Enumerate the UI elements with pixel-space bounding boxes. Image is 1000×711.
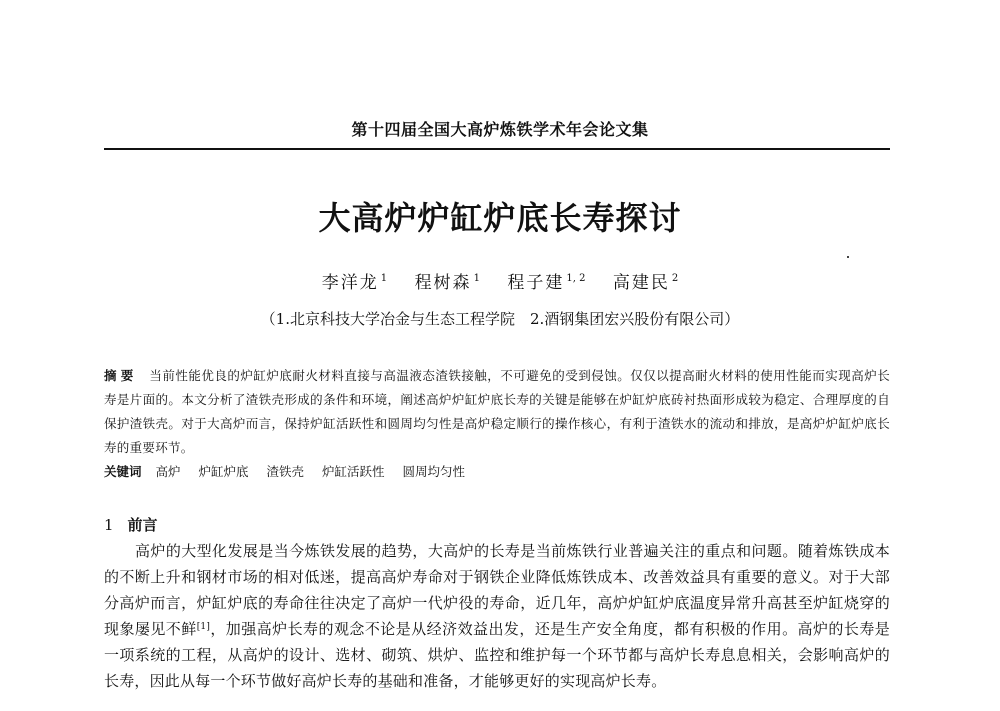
author-affil-mark: 1 (380, 273, 388, 285)
section-heading (104, 514, 158, 535)
author-name: 李洋龙 (321, 273, 379, 293)
keyword: 炉缸炉底 (198, 464, 249, 479)
keyword: 炉缸活跃性 (322, 464, 385, 479)
affiliations: （1.北京科技大学冶金与生态工程学院 2.酒钢集团宏兴股份有限公司） (260, 310, 740, 328)
author-2 (415, 273, 480, 293)
author-name: 高建民 (612, 273, 670, 293)
body-paragraph (104, 538, 890, 694)
proceedings-header: 第十四届全国大高炉炼铁学术年会论文集 (351, 120, 649, 139)
author-name: 程子建 (507, 273, 565, 293)
keywords-label: 关键词 (104, 464, 142, 479)
body-text: 高炉的大型化发展是当今炼铁发展的趋势，大高炉的长寿是当前炼铁行业普遍关注的重点和问题。随着炼铁成本的不断上升和钢材市场的相对低迷，提高高炉寿命对于钢铁企业降低炼铁成本、改善效益具有重要的意义。对于大部分高炉而言，炉缸炉底的寿命往往决定了高炉一代炉役的寿命，近几年，高炉炉缸炉底温度异常升高甚至炉缸烧穿的现象屡见不鲜 (104, 542, 890, 638)
keyword: 渣铁壳 (266, 464, 305, 479)
keyword: 高炉 (155, 464, 181, 479)
author-list (0, 268, 1000, 293)
author-affil-mark: 1, 2 (566, 273, 586, 285)
paper-title: 大高炉炉缸炉底长寿探讨 (318, 199, 682, 237)
author-affil-mark: 2 (671, 273, 679, 285)
abstract (104, 364, 890, 460)
author-4 (613, 273, 678, 293)
citation-ref: [1] (196, 622, 211, 632)
header-rule (104, 148, 890, 150)
keywords (104, 460, 890, 484)
author-3 (507, 273, 585, 293)
section-number: 1 (104, 516, 114, 534)
scan-speck (847, 256, 849, 258)
keyword: 圆周均匀性 (402, 464, 466, 479)
body-text-continued: ，加强高炉长寿的观念不论是从经济效益出发，还是生产安全角度，都有积极的作用。高炉的长寿是一项系统的工程，从高炉的设计、选材、砌筑、烘炉、监控和维护每一个环节都与高炉长寿息息相关，会影响高炉的长寿，因此从每一个环节做好高炉长寿的基础和准备，才能够更好的实现高炉长寿。 (104, 620, 890, 690)
author-1 (322, 273, 387, 293)
author-affil-mark: 1 (473, 273, 480, 285)
abstract-text: 当前性能优良的炉缸炉底耐火材料直接与高温液态渣铁接触，不可避免的受到侵蚀。仅仅以提高耐火材料的使用性能而实现高炉长寿是片面的。本文分析了渣铁壳形成的条件和环境，阐述高炉炉缸炉底长寿的关键是能够在炉缸炉底砖衬热面形成较为稳定、合理厚度的自保护渣铁壳。对于大高炉而言，保持炉缸活跃性和圆周均匀性是高炉稳定顺行的操作核心，有利于渣铁水的流动和排放，是高炉炉缸炉底长寿的重要环节。 (104, 368, 890, 455)
author-name: 程树森 (414, 273, 472, 293)
abstract-label: 摘要 (104, 368, 138, 383)
section-title: 前言 (127, 516, 158, 534)
